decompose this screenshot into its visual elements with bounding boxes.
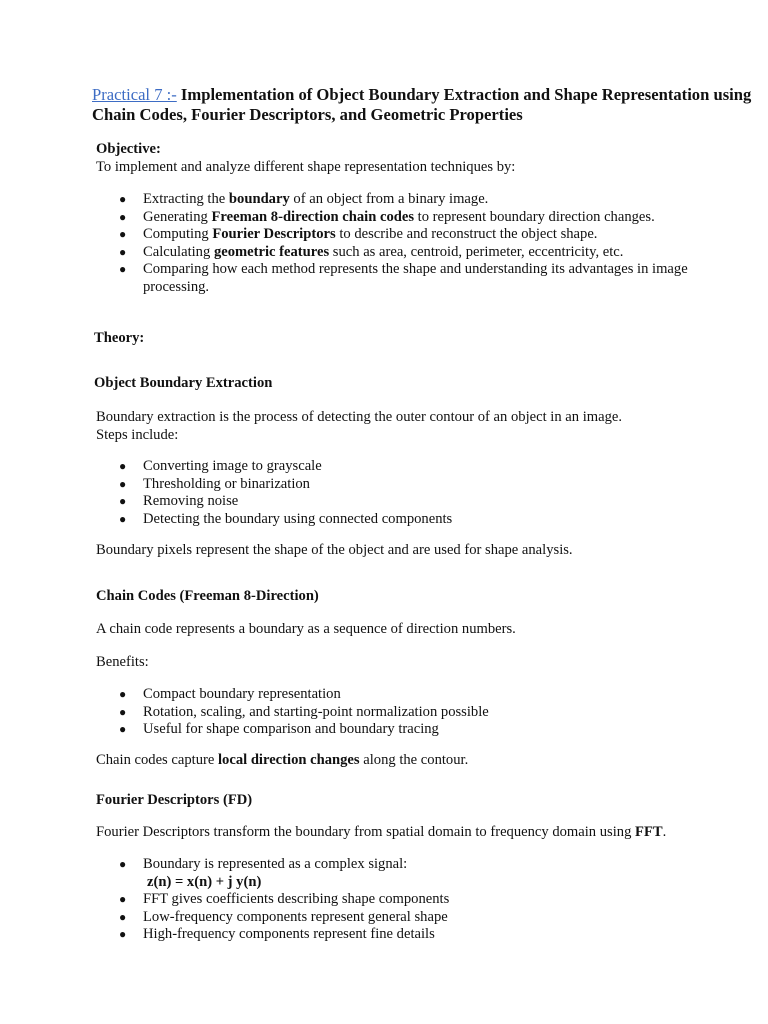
fourier-list-wrapper [96,856,736,944]
boundary-closing: Boundary pixels represent the shape of the object and are used for shape analysis. [96,542,573,558]
bullet-icon: ● [119,892,127,906]
boundary-list [96,458,736,528]
objective-heading: Objective: [96,141,161,157]
item-bold: geometric features [213,243,330,260]
item-text: Compact boundary representation [143,686,341,702]
boundary-heading: Object Boundary Extraction [94,375,273,391]
list-item [96,926,736,944]
item-text: Useful for shape comparison and boundary tracing [143,721,439,737]
bullet-icon: ● [119,192,127,206]
list-item [96,721,736,739]
item-text: Converting image to grayscale [143,458,322,474]
item-text: Comparing how each method represents the shape and understanding its advantages in image processing. [143,261,688,295]
bullet-icon: ● [119,857,127,871]
item-bold: Freeman 8-direction chain codes [211,208,415,225]
closing-bold: local direction changes [217,752,360,768]
list-item [96,856,736,891]
bullet-icon: ● [119,722,127,736]
list-item [96,244,736,262]
page-title [92,85,752,125]
bullet-icon: ● [119,511,127,526]
objective-intro: To implement and analyze different shape representation techniques by: [96,158,516,175]
chain-closing [96,752,736,770]
fourier-heading: Fourier Descriptors (FD) [96,792,253,808]
item-text: to represent boundary direction changes. [414,208,655,225]
item-bold: Fourier Descriptors [212,226,336,242]
item-text: Detecting the boundary using connected components [143,510,453,527]
item-text: Low-frequency components represent general shape [143,908,448,925]
list-item [96,493,736,511]
item-text: such as area, centroid, perimeter, eccentricity, etc. [329,243,624,260]
bullet-icon: ● [119,927,127,941]
item-text: Computing [143,226,213,242]
item-text: Boundary is represented as a complex signal: [143,856,408,872]
list-item [96,891,736,909]
chain-para1: A chain code represents a boundary as a sequence of direction numbers. [96,621,516,637]
list-item [96,476,736,494]
item-text: Rotation, scaling, and starting-point normalization possible [143,703,489,720]
bullet-icon: ● [119,227,127,241]
chain-list-wrapper [96,686,736,739]
list-item [96,209,736,227]
chain-list [96,686,736,739]
para-bold: FFT [635,824,663,840]
closing-text: Chain codes capture [96,752,218,768]
item-bold: boundary [228,191,290,207]
list-item [96,458,736,476]
para-text: Fourier Descriptors transform the boundary from spatial domain to frequency domain using [96,824,636,840]
formula: z(n) = x(n) + j y(n) [147,873,262,890]
item-text: of an object from a binary image. [289,191,489,207]
objective-list [96,191,736,296]
para-text: . [662,824,667,840]
title-text: Implementation of Object Boundary Extraction and Shape Representation using Chain Codes, Fourier Descriptors, and Geometric Properties [92,85,752,124]
bullet-icon: ● [119,494,127,508]
list-item [96,191,736,209]
fourier-list [96,856,736,944]
list-item [96,686,736,704]
item-text: Extracting the [143,191,229,207]
chain-heading: Chain Codes (Freeman 8-Direction) [96,588,319,604]
closing-text: along the contour. [359,752,469,768]
list-item [96,226,736,244]
list-item [96,704,736,722]
item-text: FFT gives coefficients describing shape components [143,891,450,907]
item-text: High-frequency components represent fine details [143,926,435,942]
item-text: Calculating [143,243,214,260]
boundary-list-wrapper [96,458,736,528]
fourier-paragraph [96,824,736,842]
boundary-para2: Steps include: [96,426,179,443]
list-item [96,909,736,927]
bullet-icon: ● [119,704,127,719]
list-item [96,261,736,296]
practical-link[interactable]: Practical 7 :- [92,85,177,104]
item-text: Removing noise [143,493,239,509]
item-text: Thresholding or binarization [143,475,310,492]
bullet-icon: ● [119,262,127,276]
bullet-icon: ● [119,909,127,924]
item-text: Generating [143,208,212,225]
objective-list-wrapper [96,191,736,296]
objective-section [96,141,736,176]
bullet-icon: ● [119,459,127,473]
bullet-icon: ● [119,476,127,491]
bullet-icon: ● [119,209,127,224]
item-text: to describe and reconstruct the object shape. [335,226,598,242]
chain-benefits-label: Benefits: [96,654,149,670]
bullet-icon: ● [119,244,127,259]
theory-heading: Theory: [94,330,145,346]
boundary-paragraph [96,409,736,444]
boundary-para1: Boundary extraction is the process of detecting the outer contour of an object in an image. [96,409,623,425]
list-item [96,511,736,529]
bullet-icon: ● [119,687,127,701]
